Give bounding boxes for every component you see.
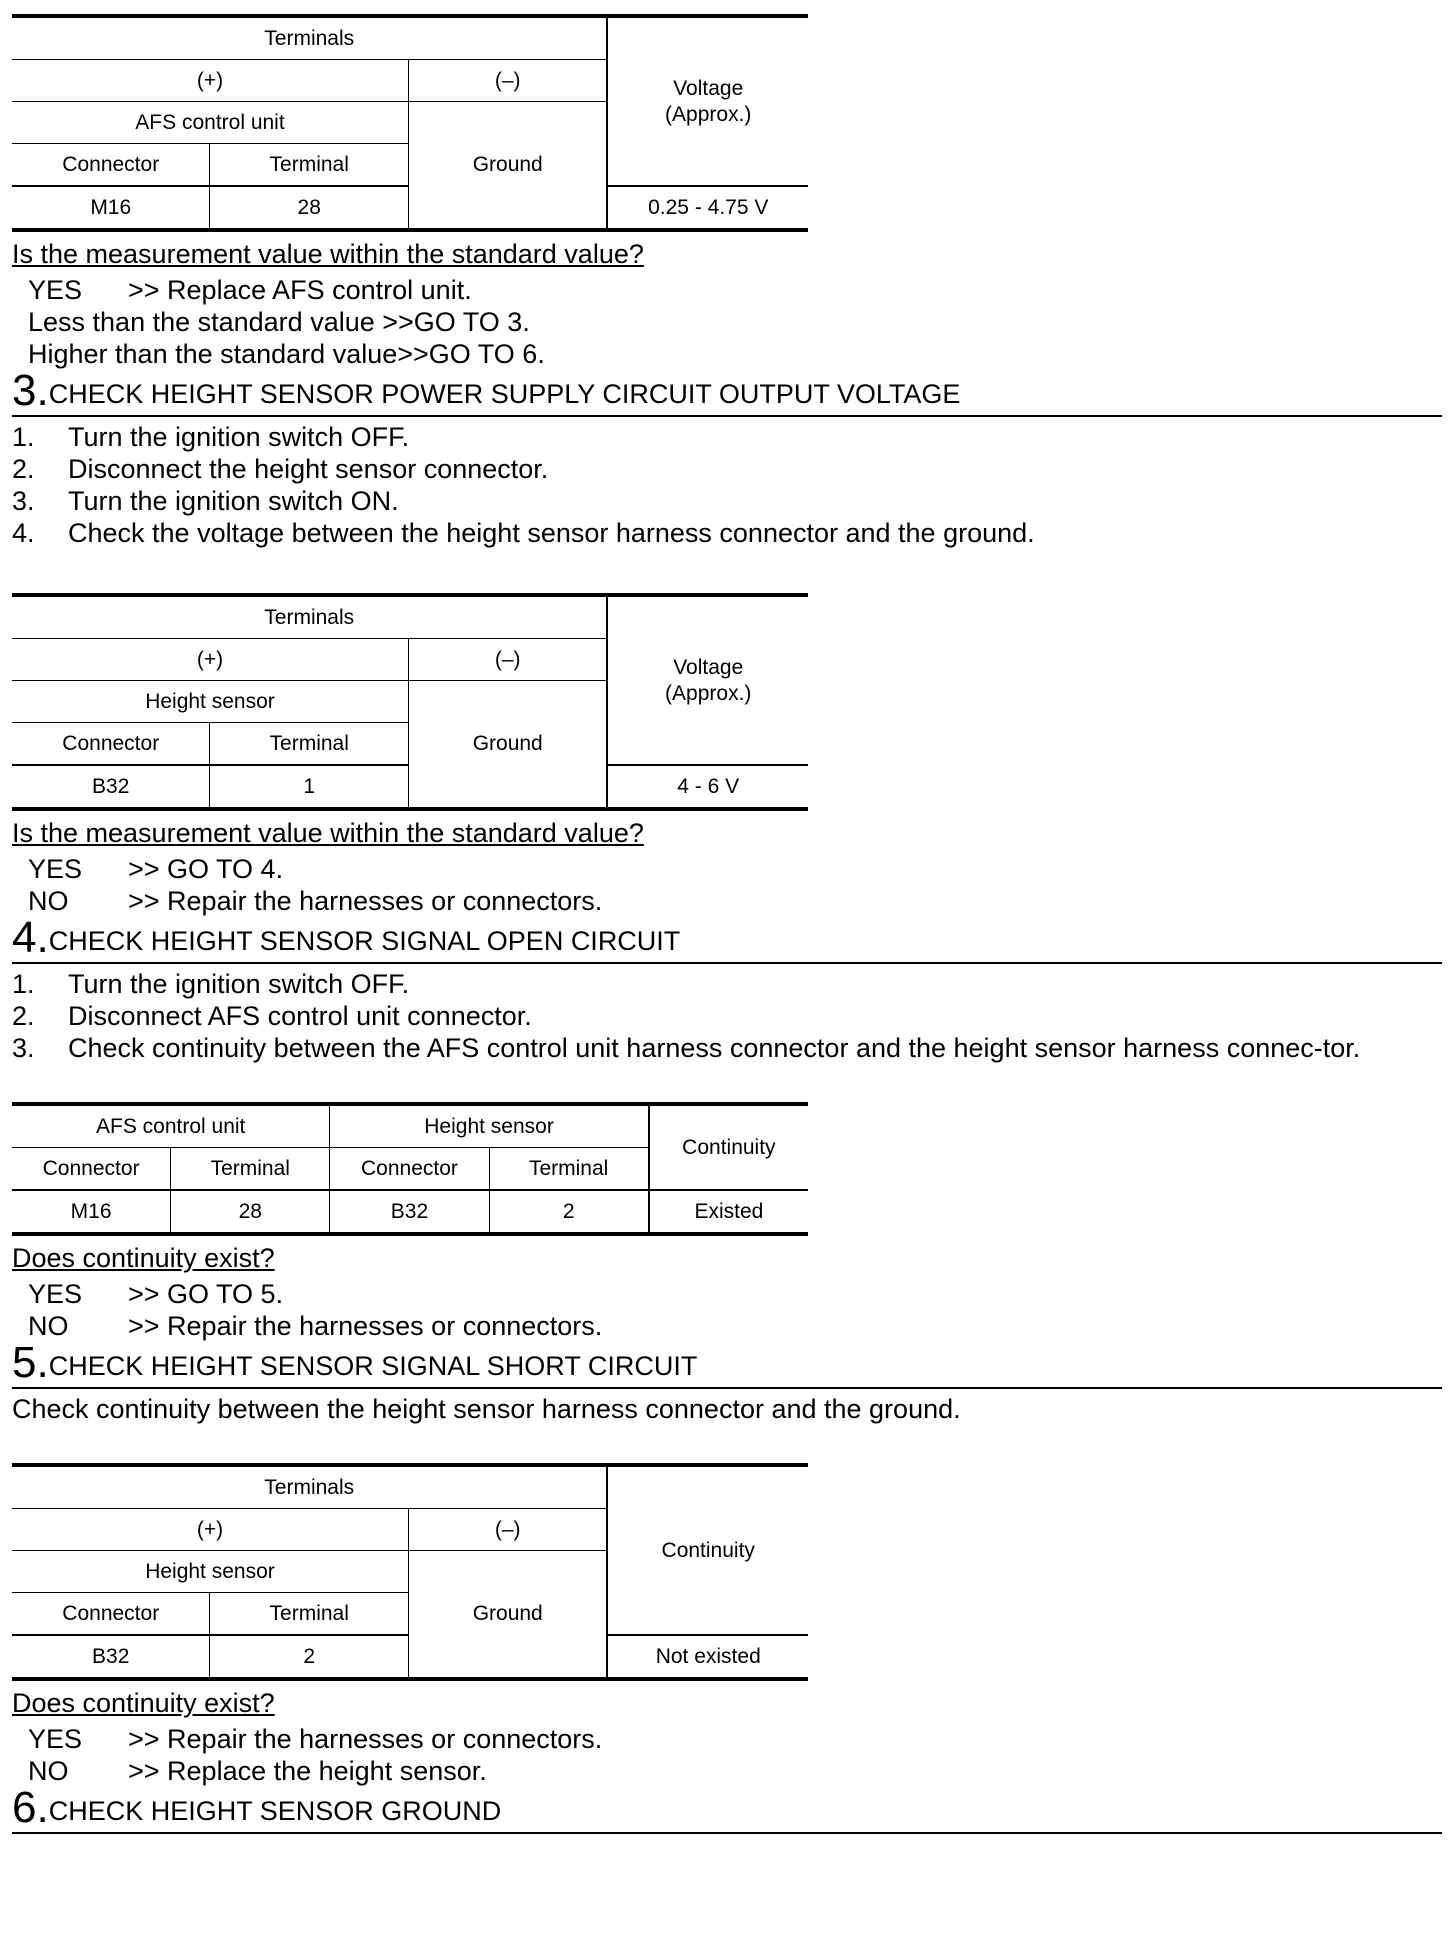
minus-header: (–) (408, 639, 607, 681)
connector-value: B32 (330, 1190, 489, 1234)
step-number: 6. (12, 1783, 49, 1832)
terminal-value: 1 (210, 765, 408, 809)
ground-continuity-table (12, 1463, 808, 1681)
connector-value: M16 (12, 186, 210, 230)
connector-header: Connector (12, 144, 210, 187)
terminals-header: Terminals (12, 595, 607, 639)
answer-yes: YES >> GO TO 4. (28, 854, 284, 884)
step-4-list (12, 968, 1442, 1064)
terminal-header: Terminal (210, 144, 408, 187)
terminal-header: Terminal (171, 1148, 330, 1191)
voltage-header: Voltage (Approx.) (607, 595, 808, 765)
terminals-header: Terminals (12, 16, 607, 60)
unit-header: Height sensor (12, 1551, 408, 1593)
connector-header: Connector (12, 1148, 171, 1191)
minus-header: (–) (408, 60, 607, 102)
step-5-heading (12, 1338, 1442, 1389)
step-number: 4. (12, 913, 49, 962)
answer-higher: Higher than the standard value>>GO TO 6. (28, 339, 545, 369)
ground-cell: Ground (408, 681, 607, 810)
terminal-value: 28 (171, 1190, 330, 1234)
step-4-heading (12, 913, 1442, 964)
step-title: CHECK HEIGHT SENSOR GROUND (48, 1796, 502, 1826)
continuity-value: Not existed (607, 1635, 808, 1679)
step-number: 5. (12, 1338, 49, 1387)
plus-header: (+) (12, 639, 408, 681)
terminal-header: Terminal (210, 723, 408, 766)
height-sensor-voltage-table (12, 593, 808, 811)
voltage-header: Voltage (Approx.) (607, 16, 808, 186)
terminal-value: 28 (210, 186, 408, 230)
step-5-text: Check continuity between the height sensor harness connector and the ground. (12, 1394, 961, 1424)
height-sensor-header: Height sensor (330, 1104, 649, 1148)
unit-header: AFS control unit (12, 102, 408, 144)
voltage-value: 0.25 - 4.75 V (607, 186, 808, 230)
plus-header: (+) (12, 1509, 408, 1551)
answer-no: NO >> Repair the harnesses or connectors. (28, 1311, 603, 1341)
ground-cell: Ground (408, 102, 607, 231)
answer-yes: YES >> Repair the harnesses or connectors. (28, 1724, 603, 1754)
ground-cell: Ground (408, 1551, 607, 1680)
step-3-list (12, 421, 1442, 549)
list-item: 2. Disconnect AFS control unit connector. (12, 1001, 532, 1031)
list-item: 2. Disconnect the height sensor connector. (12, 454, 549, 484)
step-title: CHECK HEIGHT SENSOR SIGNAL SHORT CIRCUIT (48, 1351, 698, 1381)
terminals-header: Terminals (12, 1465, 607, 1509)
answer-no: NO >> Repair the harnesses or connectors. (28, 886, 603, 916)
afs-unit-header: AFS control unit (12, 1104, 330, 1148)
unit-header: Height sensor (12, 681, 408, 723)
terminal-header: Terminal (210, 1593, 408, 1636)
connector-value: B32 (12, 765, 210, 809)
step-number: 3. (12, 366, 49, 415)
list-item: 3. Turn the ignition switch ON. (12, 486, 399, 516)
terminal-header: Terminal (489, 1148, 649, 1191)
connector-value: M16 (12, 1190, 171, 1234)
list-item: 1. Turn the ignition switch OFF. (12, 969, 410, 999)
answer-no: NO >> Replace the height sensor. (28, 1756, 487, 1786)
continuity-header: Continuity (649, 1104, 808, 1190)
connector-header: Connector (12, 1593, 210, 1636)
connector-value: B32 (12, 1635, 210, 1679)
connector-header: Connector (12, 723, 210, 766)
list-item: 1. Turn the ignition switch OFF. (12, 422, 410, 452)
question: Is the measurement value within the standard value? (12, 818, 644, 848)
list-item: 4. Check the voltage between the height sensor harness connector and the ground. (12, 518, 1035, 548)
afs-voltage-table (12, 14, 808, 232)
step-title: CHECK HEIGHT SENSOR POWER SUPPLY CIRCUIT OUTPUT VOLTAGE (48, 379, 961, 409)
list-item: 3. Check continuity between the AFS control unit harness connector and the height sensor harness connec-tor. (12, 1033, 1361, 1063)
step-6-heading (12, 1783, 1442, 1834)
continuity-header: Continuity (607, 1465, 808, 1635)
answer-less: Less than the standard value >>GO TO 3. (28, 307, 530, 337)
continuity-value: Existed (649, 1190, 808, 1234)
step-3-heading (12, 366, 1442, 417)
terminal-value: 2 (489, 1190, 649, 1234)
document-page (12, 14, 1442, 1838)
step-title: CHECK HEIGHT SENSOR SIGNAL OPEN CIRCUIT (48, 926, 681, 956)
terminal-value: 2 (210, 1635, 408, 1679)
answer-yes: YES >> Replace AFS control unit. (28, 275, 472, 305)
plus-header: (+) (12, 60, 408, 102)
minus-header: (–) (408, 1509, 607, 1551)
answer-yes: YES >> GO TO 5. (28, 1279, 284, 1309)
question: Does continuity exist? (12, 1688, 275, 1718)
continuity-open-table (12, 1102, 808, 1236)
question: Is the measurement value within the standard value? (12, 239, 644, 269)
connector-header: Connector (330, 1148, 489, 1191)
question: Does continuity exist? (12, 1243, 275, 1273)
voltage-value: 4 - 6 V (607, 765, 808, 809)
